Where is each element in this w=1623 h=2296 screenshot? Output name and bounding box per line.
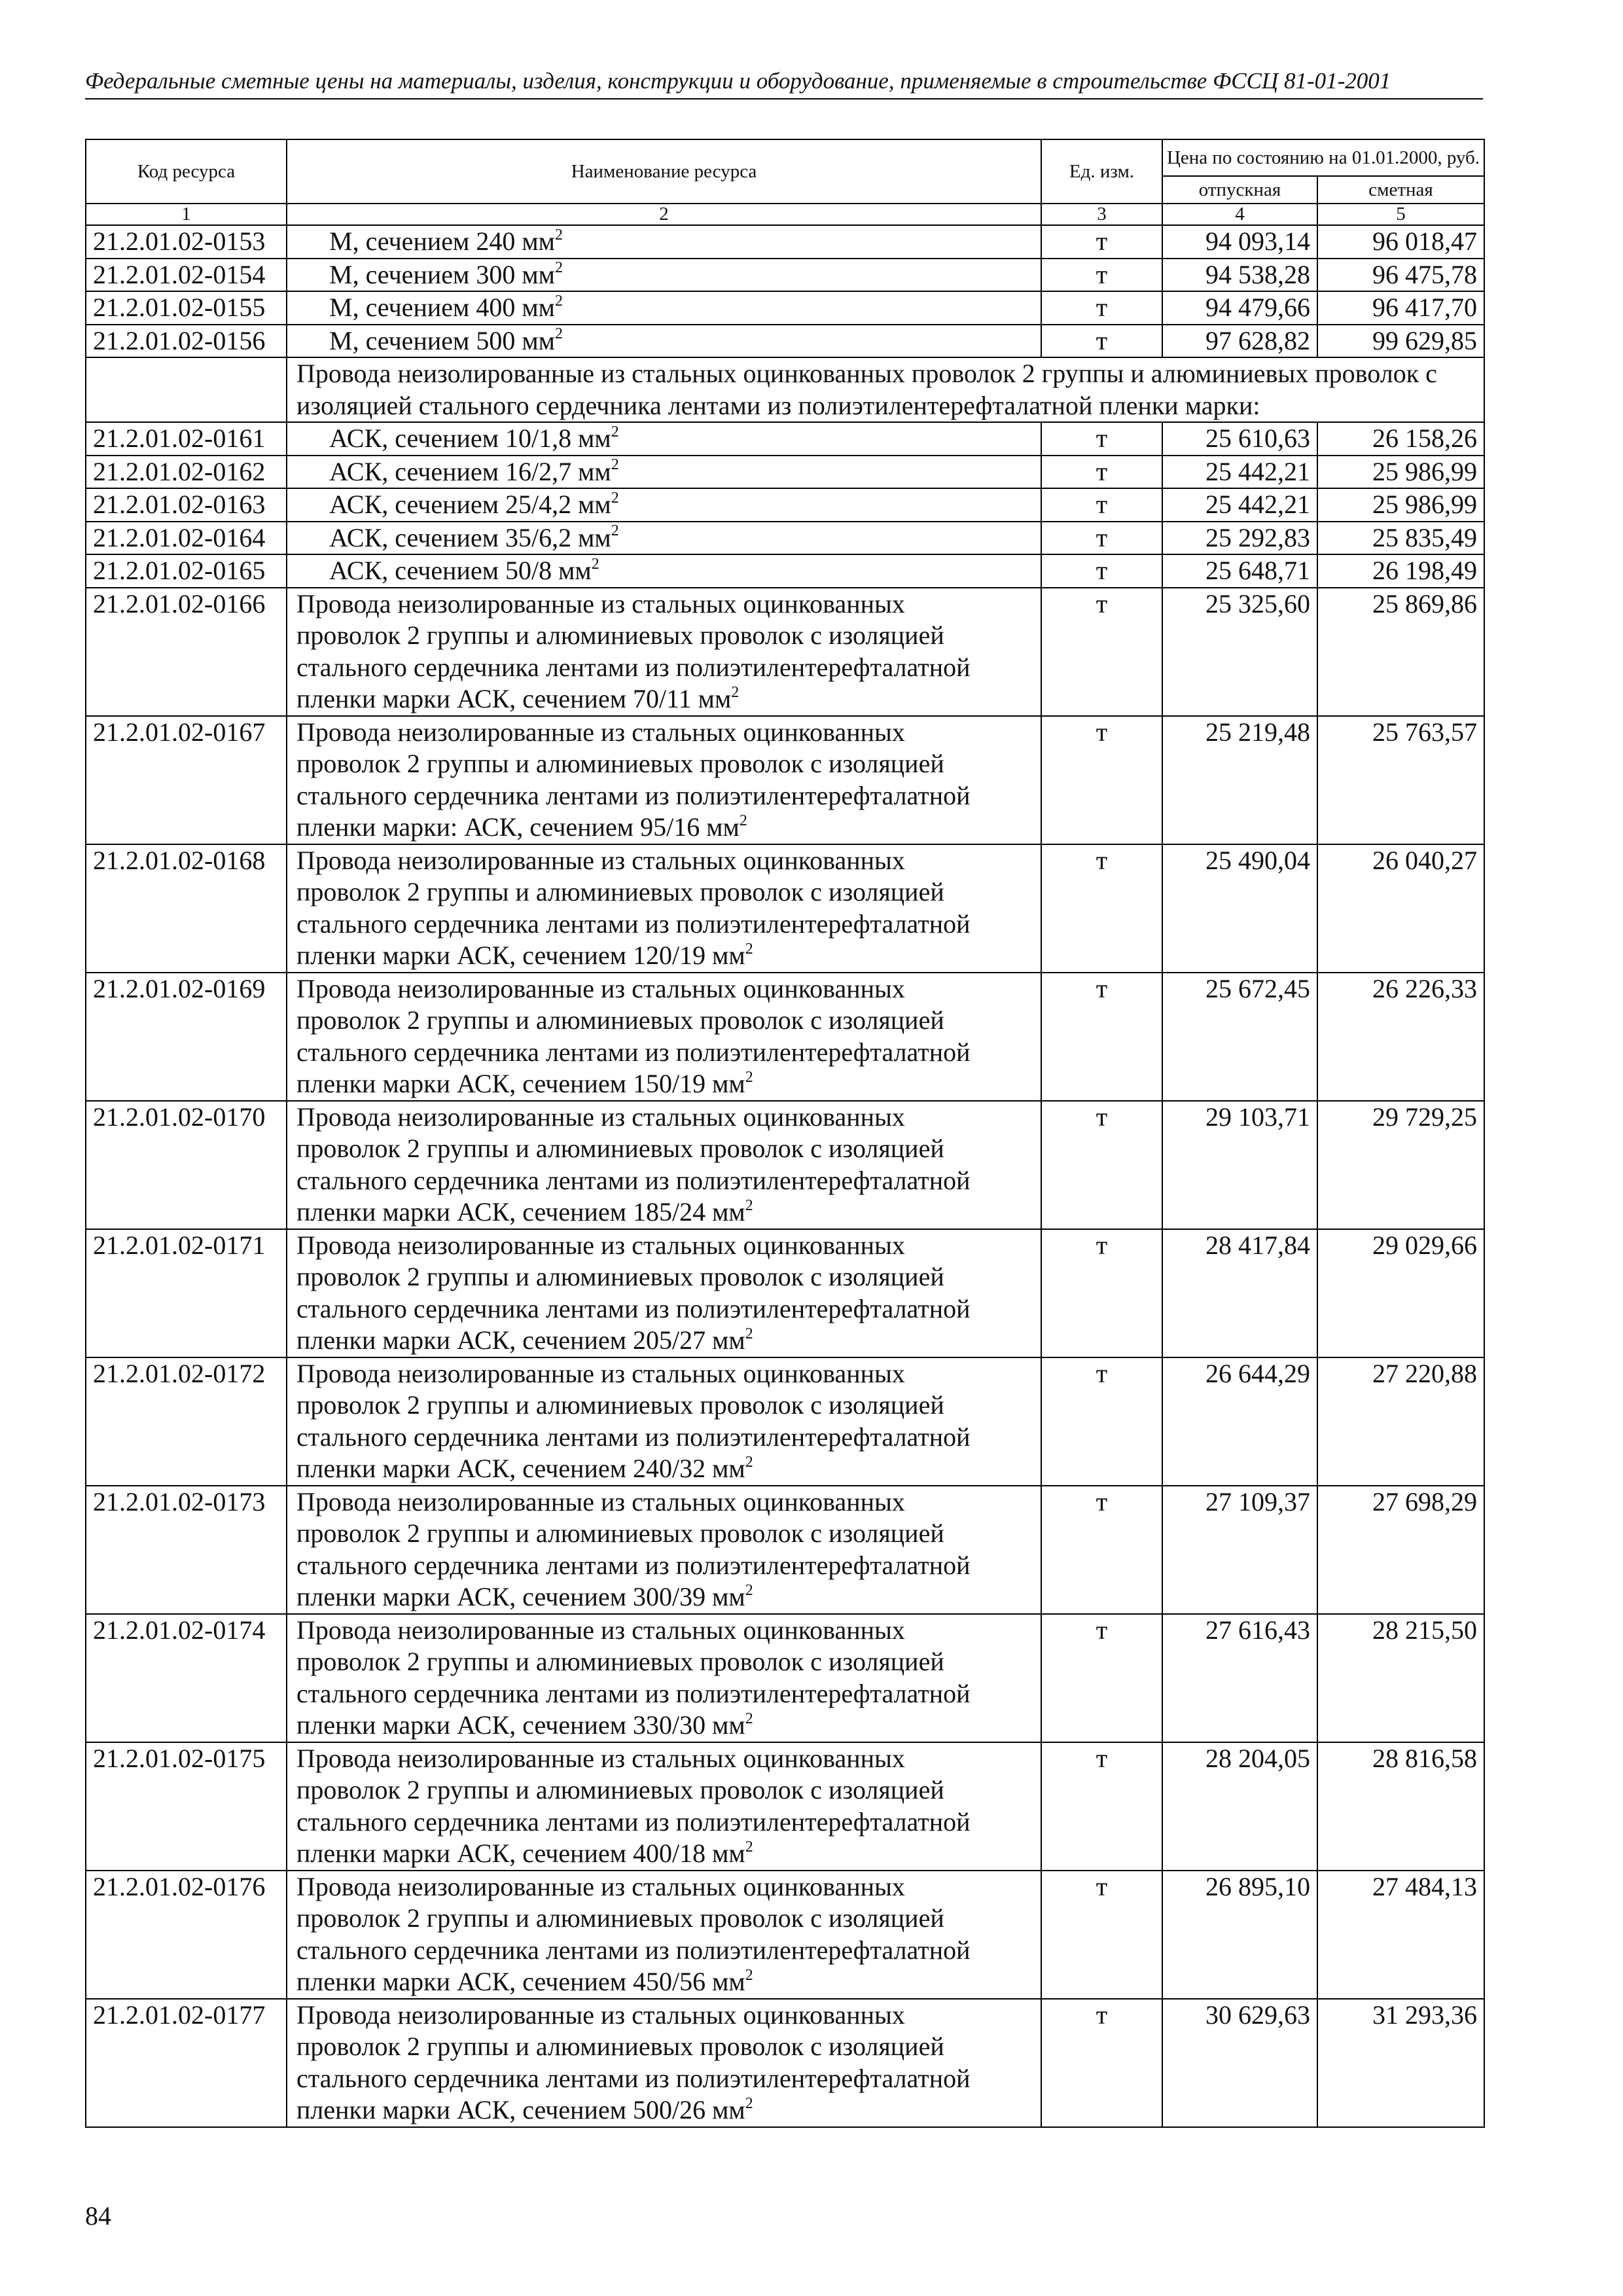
name-line: стального сердечника лентами из полиэтилентерефталатной	[296, 1806, 971, 1837]
resource-name	[287, 225, 1041, 259]
resource-code: 21.2.01.02-0165	[86, 554, 287, 588]
running-header: Федеральные сметные цены на материалы, изделия, конструкции и оборудование, применяемые в строительстве ФССЦ 81-01-2001	[85, 64, 1483, 99]
unit-of-measure: т	[1041, 291, 1162, 325]
estimate-price: 26 226,33	[1317, 973, 1484, 1101]
resource-name	[287, 456, 1041, 489]
estimate-price: 29 729,25	[1317, 1101, 1484, 1229]
release-price: 27 109,37	[1162, 1486, 1317, 1614]
table-row	[86, 422, 1484, 456]
estimate-price: 27 698,29	[1317, 1486, 1484, 1614]
release-price: 25 610,63	[1162, 422, 1317, 456]
price-table	[85, 139, 1485, 2128]
estimate-price: 99 629,85	[1317, 325, 1484, 358]
name-line: проволок 2 группы и алюминиевых проволок с изоляцией	[296, 1903, 944, 1933]
estimate-price: 25 763,57	[1317, 716, 1484, 844]
resource-code: 21.2.01.02-0171	[86, 1229, 287, 1357]
name-line: проволок 2 группы и алюминиевых проволок с изоляцией	[296, 1005, 944, 1035]
name-line: Провода неизолированные из стальных оцинкованных	[296, 1743, 905, 1773]
name-line	[296, 1710, 1034, 1742]
release-price: 25 442,21	[1162, 488, 1317, 522]
name-line: проволок 2 группы и алюминиевых проволок с изоляцией	[296, 1775, 944, 1804]
name-line: стального сердечника лентами из полиэтилентерефталатной	[296, 1678, 971, 1708]
group-heading-row	[86, 357, 1484, 422]
unit-of-measure: т	[1041, 422, 1162, 456]
estimate-price: 29 029,66	[1317, 1229, 1484, 1357]
unit-of-measure: т	[1041, 225, 1162, 259]
header-estimate-price: сметная	[1317, 176, 1484, 204]
name-line: стального сердечника лентами из полиэтилентерефталатной	[296, 908, 971, 939]
resource-name	[287, 1101, 1041, 1229]
resource-code: 21.2.01.02-0176	[86, 1871, 287, 1999]
release-price: 94 538,28	[1162, 259, 1317, 292]
resource-name	[287, 422, 1041, 456]
resource-code: 21.2.01.02-0163	[86, 488, 287, 522]
release-price: 94 093,14	[1162, 225, 1317, 259]
resource-name	[287, 716, 1041, 844]
resource-code: 21.2.01.02-0169	[86, 973, 287, 1101]
unit-exponent: 2	[611, 522, 619, 540]
name-line: Провода неизолированные из стальных оцинкованных	[296, 1102, 905, 1132]
table-row	[86, 1101, 1484, 1229]
name-text: пленки марки АСК, сечением 120/19 мм	[296, 941, 745, 970]
unit-exponent: 2	[745, 2094, 753, 2112]
name-text: пленки марки АСК, сечением 240/32 мм	[296, 1454, 745, 1483]
name-text: пленки марки АСК, сечением 400/18 мм	[296, 1839, 745, 1868]
unit-of-measure: т	[1041, 522, 1162, 555]
estimate-price: 27 484,13	[1317, 1871, 1484, 1999]
header-code: Код ресурса	[86, 139, 287, 204]
estimate-price: 96 475,78	[1317, 259, 1484, 292]
unit-exponent: 2	[611, 456, 619, 474]
resource-name	[287, 522, 1041, 555]
name-line: Провода неизолированные из стальных оцинкованных	[296, 1358, 905, 1388]
unit-of-measure: т	[1041, 1229, 1162, 1357]
header-unit: Ед. изм.	[1041, 139, 1162, 204]
name-line	[296, 1581, 1034, 1613]
resource-code: 21.2.01.02-0161	[86, 422, 287, 456]
name-text: АСК, сечением 25/4,2 мм	[329, 490, 611, 519]
unit-exponent: 2	[554, 226, 563, 243]
estimate-price: 26 198,49	[1317, 554, 1484, 588]
name-text: АСК, сечением 16/2,7 мм	[329, 456, 611, 486]
table-row	[86, 1999, 1484, 2127]
release-price: 28 204,05	[1162, 1742, 1317, 1871]
unit-exponent: 2	[745, 1710, 753, 1727]
name-line	[296, 812, 1034, 844]
name-line: проволок 2 группы и алюминиевых проволок с изоляцией	[296, 1262, 944, 1291]
unit-of-measure: т	[1041, 1486, 1162, 1614]
release-price: 25 648,71	[1162, 554, 1317, 588]
table-row	[86, 522, 1484, 555]
release-price: 97 628,82	[1162, 325, 1317, 358]
table-row	[86, 716, 1484, 844]
name-line: стального сердечника лентами из полиэтилентерефталатной	[296, 1165, 971, 1195]
name-line: стального сердечника лентами из полиэтилентерефталатной	[296, 652, 971, 682]
table-row	[86, 291, 1484, 325]
name-line	[296, 1966, 1034, 1998]
unit-of-measure: т	[1041, 1614, 1162, 1742]
unit-exponent: 2	[745, 1068, 753, 1086]
name-text: пленки марки АСК, сечением 500/26 мм	[296, 2095, 745, 2125]
table-row	[86, 588, 1484, 716]
resource-name	[287, 488, 1041, 522]
unit-exponent: 2	[611, 423, 619, 440]
unit-of-measure: т	[1041, 259, 1162, 292]
release-price: 94 479,66	[1162, 291, 1317, 325]
unit-of-measure: т	[1041, 716, 1162, 844]
name-line: Провода неизолированные из стальных оцинкованных	[296, 1871, 905, 1901]
unit-exponent: 2	[731, 683, 740, 701]
resource-name	[287, 259, 1041, 292]
name-line: проволок 2 группы и алюминиевых проволок с изоляцией	[296, 749, 944, 778]
name-line: проволок 2 группы и алюминиевых проволок с изоляцией	[296, 620, 944, 650]
page-number: 84	[85, 2201, 111, 2231]
unit-of-measure: т	[1041, 1999, 1162, 2127]
resource-code: 21.2.01.02-0172	[86, 1357, 287, 1486]
name-line	[296, 1838, 1034, 1870]
name-line: проволок 2 группы и алюминиевых проволок с изоляцией	[296, 2032, 944, 2061]
estimate-price: 28 816,58	[1317, 1742, 1484, 1871]
resource-name	[287, 1614, 1041, 1742]
estimate-price: 25 986,99	[1317, 456, 1484, 489]
release-price: 27 616,43	[1162, 1614, 1317, 1742]
unit-exponent: 2	[554, 325, 563, 343]
table-row	[86, 1742, 1484, 1871]
unit-of-measure: т	[1041, 488, 1162, 522]
name-line: Провода неизолированные из стальных оцинкованных	[296, 717, 905, 747]
resource-name	[287, 1999, 1041, 2127]
estimate-price: 26 158,26	[1317, 422, 1484, 456]
table-row	[86, 1614, 1484, 1742]
table-row	[86, 844, 1484, 973]
table-row	[86, 1871, 1484, 1999]
unit-of-measure: т	[1041, 973, 1162, 1101]
unit-of-measure: т	[1041, 1871, 1162, 1999]
name-line: проволок 2 группы и алюминиевых проволок с изоляцией	[296, 1134, 944, 1163]
name-line	[296, 940, 1034, 972]
resource-code: 21.2.01.02-0173	[86, 1486, 287, 1614]
name-text: пленки марки АСК, сечением 205/27 мм	[296, 1325, 745, 1355]
name-line: проволок 2 группы и алюминиевых проволок с изоляцией	[296, 1647, 944, 1676]
resource-name	[287, 588, 1041, 716]
estimate-price: 25 835,49	[1317, 522, 1484, 555]
unit-exponent: 2	[745, 1325, 753, 1342]
name-text: М, сечением 300 мм	[329, 259, 555, 289]
resource-code: 21.2.01.02-0175	[86, 1742, 287, 1871]
unit-of-measure: т	[1041, 456, 1162, 489]
table-row	[86, 488, 1484, 522]
name-line: проволок 2 группы и алюминиевых проволок с изоляцией	[296, 1390, 944, 1420]
name-line: стального сердечника лентами из полиэтилентерефталатной	[296, 1037, 971, 1067]
release-price: 25 442,21	[1162, 456, 1317, 489]
estimate-price: 27 220,88	[1317, 1357, 1484, 1486]
resource-name	[287, 1486, 1041, 1614]
resource-code: 21.2.01.02-0162	[86, 456, 287, 489]
header-price-group: Цена по состоянию на 01.01.2000, руб.	[1162, 139, 1484, 176]
table-row	[86, 325, 1484, 358]
group-heading: Провода неизолированные из стальных оцинкованных проволок 2 группы и алюминиевых проволок с изоляцией стального сердечника лентами из полиэтилентерефталатной пленки марки:	[287, 357, 1484, 422]
unit-exponent: 2	[745, 940, 753, 958]
name-line: стального сердечника лентами из полиэтилентерефталатной	[296, 2063, 971, 2093]
name-line: проволок 2 группы и алюминиевых проволок с изоляцией	[296, 877, 944, 906]
table-row	[86, 259, 1484, 292]
estimate-price: 96 417,70	[1317, 291, 1484, 325]
resource-name	[287, 844, 1041, 973]
resource-name	[287, 1357, 1041, 1486]
name-line: Провода неизолированные из стальных оцинкованных	[296, 1486, 905, 1516]
table-row	[86, 456, 1484, 489]
group-heading-code	[86, 357, 287, 422]
unit-of-measure: т	[1041, 844, 1162, 973]
name-text: пленки марки АСК, сечением 450/56 мм	[296, 1967, 745, 1996]
resource-code: 21.2.01.02-0166	[86, 588, 287, 716]
name-line	[296, 683, 1034, 715]
resource-name	[287, 973, 1041, 1101]
name-line	[296, 2094, 1034, 2126]
column-number: 4	[1162, 204, 1317, 225]
name-line: стального сердечника лентами из полиэтилентерефталатной	[296, 1935, 971, 1965]
name-line: Провода неизолированные из стальных оцинкованных	[296, 845, 905, 875]
release-price: 28 417,84	[1162, 1229, 1317, 1357]
name-line: Провода неизолированные из стальных оцинкованных	[296, 973, 905, 1003]
resource-code: 21.2.01.02-0167	[86, 716, 287, 844]
unit-exponent: 2	[739, 812, 747, 829]
release-price: 25 672,45	[1162, 973, 1317, 1101]
unit-of-measure: т	[1041, 1742, 1162, 1871]
name-line: стального сердечника лентами из полиэтилентерефталатной	[296, 1293, 971, 1323]
resource-code: 21.2.01.02-0154	[86, 259, 287, 292]
resource-code: 21.2.01.02-0164	[86, 522, 287, 555]
table-row	[86, 1357, 1484, 1486]
resource-code: 21.2.01.02-0156	[86, 325, 287, 358]
unit-of-measure: т	[1041, 588, 1162, 716]
unit-exponent: 2	[554, 292, 563, 310]
release-price: 26 644,29	[1162, 1357, 1317, 1486]
unit-of-measure: т	[1041, 325, 1162, 358]
unit-exponent: 2	[745, 1453, 753, 1471]
name-text: пленки марки: АСК, сечением 95/16 мм	[296, 812, 740, 842]
name-line: проволок 2 группы и алюминиевых проволок с изоляцией	[296, 1518, 944, 1548]
unit-exponent: 2	[611, 489, 619, 507]
table-row	[86, 225, 1484, 259]
resource-code: 21.2.01.02-0168	[86, 844, 287, 973]
table-body	[86, 225, 1484, 2127]
name-text: АСК, сечением 10/1,8 мм	[329, 423, 611, 453]
release-price: 25 490,04	[1162, 844, 1317, 973]
table-row	[86, 1229, 1484, 1357]
name-text: АСК, сечением 50/8 мм	[329, 556, 592, 585]
unit-exponent: 2	[745, 1581, 753, 1599]
column-number: 3	[1041, 204, 1162, 225]
resource-code: 21.2.01.02-0155	[86, 291, 287, 325]
name-line: стального сердечника лентами из полиэтилентерефталатной	[296, 1422, 971, 1452]
column-number: 2	[287, 204, 1041, 225]
name-text: пленки марки АСК, сечением 185/24 мм	[296, 1197, 745, 1227]
name-line: стального сердечника лентами из полиэтилентерефталатной	[296, 1550, 971, 1580]
column-number: 1	[86, 204, 287, 225]
resource-code: 21.2.01.02-0170	[86, 1101, 287, 1229]
name-line: Провода неизолированные из стальных оцинкованных	[296, 1230, 905, 1260]
release-price: 25 325,60	[1162, 588, 1317, 716]
name-line	[296, 1068, 1034, 1100]
table-row	[86, 973, 1484, 1101]
unit-exponent: 2	[745, 1838, 753, 1856]
release-price: 25 292,83	[1162, 522, 1317, 555]
column-number: 5	[1317, 204, 1484, 225]
table-row	[86, 1486, 1484, 1614]
resource-name	[287, 1742, 1041, 1871]
name-text: пленки марки АСК, сечением 70/11 мм	[296, 684, 732, 713]
name-line	[296, 1453, 1034, 1485]
resource-name	[287, 1871, 1041, 1999]
unit-exponent: 2	[745, 1966, 753, 1984]
header-release-price: отпускная	[1162, 176, 1317, 204]
estimate-price: 25 869,86	[1317, 588, 1484, 716]
name-line: Провода неизолированные из стальных оцинкованных	[296, 588, 905, 619]
estimate-price: 25 986,99	[1317, 488, 1484, 522]
name-line: Провода неизолированные из стальных оцинкованных	[296, 1615, 905, 1645]
resource-code: 21.2.01.02-0153	[86, 225, 287, 259]
unit-of-measure: т	[1041, 1101, 1162, 1229]
resource-name	[287, 291, 1041, 325]
name-line: Провода неизолированные из стальных оцинкованных	[296, 2000, 905, 2030]
name-line	[296, 1325, 1034, 1357]
resource-name	[287, 554, 1041, 588]
release-price: 26 895,10	[1162, 1871, 1317, 1999]
name-line: стального сердечника лентами из полиэтилентерефталатной	[296, 780, 971, 810]
release-price: 29 103,71	[1162, 1101, 1317, 1229]
estimate-price: 26 040,27	[1317, 844, 1484, 973]
header-name: Наименование ресурса	[287, 139, 1041, 204]
name-text: пленки марки АСК, сечением 330/30 мм	[296, 1710, 745, 1740]
estimate-price: 28 215,50	[1317, 1614, 1484, 1742]
resource-name	[287, 1229, 1041, 1357]
unit-of-measure: т	[1041, 1357, 1162, 1486]
release-price: 30 629,63	[1162, 1999, 1317, 2127]
name-text: АСК, сечением 35/6,2 мм	[329, 522, 611, 552]
unit-of-measure: т	[1041, 554, 1162, 588]
name-text: М, сечением 400 мм	[329, 293, 555, 322]
estimate-price: 96 018,47	[1317, 225, 1484, 259]
name-text: пленки марки АСК, сечением 150/19 мм	[296, 1069, 745, 1098]
name-text: пленки марки АСК, сечением 300/39 мм	[296, 1582, 745, 1611]
resource-code: 21.2.01.02-0177	[86, 1999, 287, 2127]
name-line	[296, 1196, 1034, 1229]
unit-exponent: 2	[745, 1196, 753, 1214]
release-price: 25 219,48	[1162, 716, 1317, 844]
table-row	[86, 554, 1484, 588]
unit-exponent: 2	[591, 555, 599, 573]
unit-exponent: 2	[554, 259, 563, 277]
resource-name	[287, 325, 1041, 358]
estimate-price: 31 293,36	[1317, 1999, 1484, 2127]
name-text: М, сечением 500 мм	[329, 325, 555, 355]
resource-code: 21.2.01.02-0174	[86, 1614, 287, 1742]
name-text: М, сечением 240 мм	[329, 226, 555, 256]
